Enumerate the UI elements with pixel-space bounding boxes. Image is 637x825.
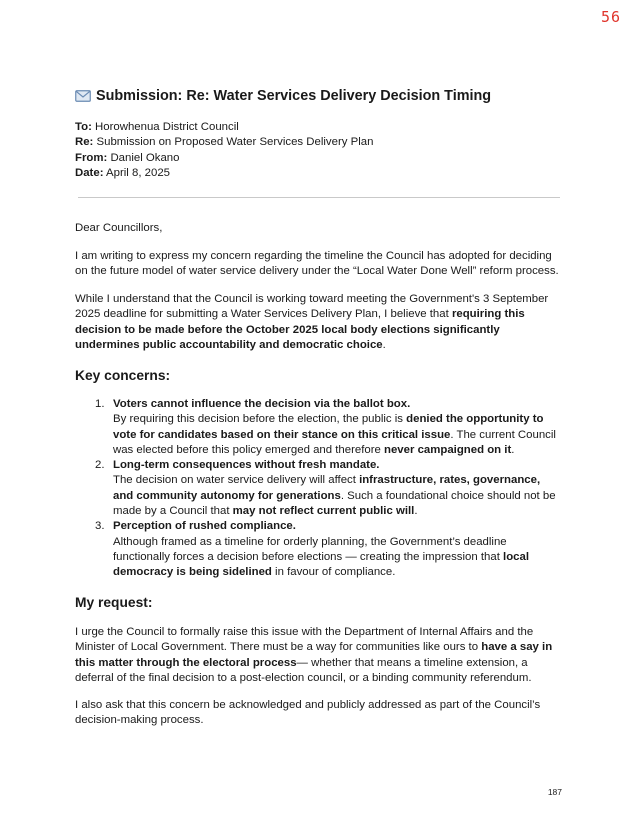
divider — [78, 197, 560, 198]
request-heading: My request: — [75, 595, 153, 610]
concern-text: . — [511, 443, 515, 456]
closing-paragraph: I also ask that this concern be acknowledged and publicly addressed as part of the Council’s decision-making process. — [75, 699, 541, 727]
request-text: I urge the Council to formally raise this issue with the Department of Internal Affairs and the Minister of Local Government. There must be a way for communities like ours to — [75, 626, 534, 654]
concern-title: Perception of rushed compliance. — [113, 520, 296, 533]
intro-paragraph: I am writing to express my concern regarding the timeline the Council has adopted for deciding on the future model of water service delivery under the “Local Water Done Well” reform process. — [75, 250, 559, 278]
from-line — [75, 151, 373, 166]
list-number: 1. — [95, 398, 105, 410]
para2-end: . — [382, 338, 386, 351]
concern-paragraph — [75, 292, 562, 353]
from-value: Daniel Okano — [110, 151, 180, 164]
list-item — [75, 519, 562, 580]
list-item — [75, 458, 562, 519]
request-bold: have a say in this matter through the electoral process — [75, 641, 553, 669]
date-line — [75, 166, 373, 181]
to-line — [75, 120, 373, 135]
list-number: 2. — [95, 459, 105, 472]
concern-text: By requiring this decision before the election, the public is — [113, 413, 407, 426]
concern-bold: may not reflect current public will — [232, 505, 415, 518]
concern-bold: infrastructure, rates, governance, and community autonomy for generations — [113, 474, 541, 502]
title-text: Submission: Re: Water Services Delivery Decision Timing — [96, 88, 492, 104]
concern-title: Voters cannot influence the decision via the ballot box. — [113, 398, 411, 410]
memo-header — [75, 120, 373, 181]
concern-text: . The current Council was elected before this policy emerged and therefore — [113, 428, 556, 456]
from-label: From: — [75, 151, 108, 164]
envelope-icon — [75, 90, 91, 102]
concern-text: . — [414, 505, 418, 518]
re-value: Submission on Proposed Water Services Delivery Plan — [96, 136, 374, 149]
re-line — [75, 135, 373, 150]
date-value: April 8, 2025 — [106, 166, 170, 179]
date-label: Date: — [75, 166, 104, 179]
concern-bold: local democracy is being sidelined — [113, 550, 529, 579]
request-paragraph — [75, 625, 562, 686]
list-number: 3. — [95, 520, 105, 533]
para2-text: While I understand that the Council is working toward meeting the Government's 3 September 2025 deadline for submitting a Water Services Delivery Plan, I believe that — [75, 293, 549, 321]
list-item — [75, 397, 562, 458]
para2-bold: requiring this decision to be made before the October 2025 local body elections significantly undermines public accountability and democratic choice — [75, 308, 525, 351]
page-number: 187 — [547, 787, 562, 797]
concern-text: . Such a foundational choice should not be made by a Council that — [113, 489, 556, 518]
concern-text: in favour of compliance. — [271, 566, 396, 579]
document-title — [75, 88, 491, 104]
concern-text: Although framed as a timeline for orderly planning, the Government’s deadline functionally forces a decision before elections — creating the impression that — [113, 535, 507, 563]
page-badge: 56 — [600, 8, 621, 26]
key-concerns-heading: Key concerns: — [75, 368, 171, 383]
to-value: Horowhenua District Council — [95, 121, 239, 133]
concern-bold: denied the opportunity to vote for candidates based on their stance on this critical issue — [113, 413, 544, 441]
concern-title: Long-term consequences without fresh mandate. — [113, 459, 380, 472]
re-label: Re: — [75, 136, 94, 149]
request-end: — whether that means a timeline extension, a deferral of the final decision to a post-election council, or a binding community referendum. — [75, 656, 532, 684]
concern-text: The decision on water service delivery will affect — [113, 474, 360, 487]
concern-bold: never campaigned on it — [384, 443, 512, 456]
salutation: Dear Councillors, — [75, 222, 163, 234]
to-label: To: — [75, 121, 92, 133]
concerns-list — [75, 397, 562, 581]
